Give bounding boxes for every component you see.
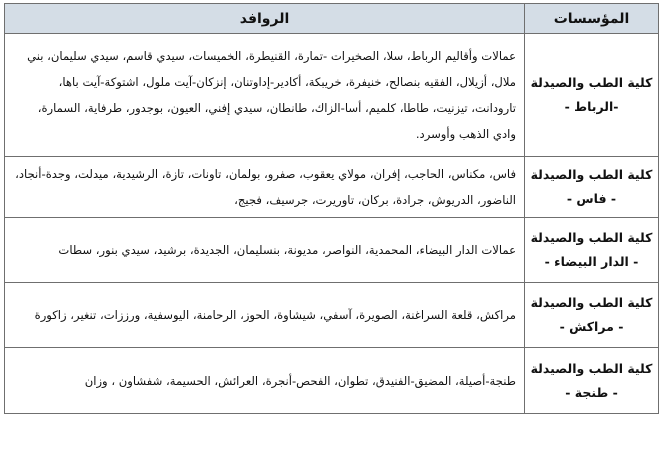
tributaries-cell: فاس، مكناس، الحاجب، إفران، مولاي يعقوب، صفرو، بولمان، تاونات، تازة، الرشيدية، ميدلت، وجدة-أنجاد، الناضور، الدريوش، جرادة، بركان، تاوريرت، جرسيف، فجيج،: [5, 157, 525, 218]
institution-city: - الدار البيضاء -: [544, 254, 639, 269]
institution-city: - طنجة -: [565, 384, 618, 400]
institution-name: كلية الطب والصيدلة: [530, 295, 653, 310]
table-row: [5, 34, 659, 157]
institution-city: -الرباط -: [564, 99, 619, 114]
institution-name: كلية الطب والصيدلة: [530, 360, 653, 376]
table-header-row: [5, 4, 659, 34]
tributaries-cell: طنجة-أصيلة، المضيق-الفنيدق، تطوان، الفحص-أنجرة، العرائش، الحسيمة، شفشاون ، وزان: [5, 348, 525, 414]
table-row: [5, 283, 659, 348]
tributaries-cell: عمالات الدار البيضاء، المحمدية، النواصر، مديونة، بنسليمان، الجديدة، برشيد، سيدي بنور، سطات: [5, 218, 525, 283]
institution-name: كلية الطب والصيدلة: [530, 75, 653, 90]
tributaries-cell: مراكش، قلعة السراغنة، الصويرة، آسفي، شيشاوة، الحوز، الرحامنة، اليوسفية، ورززات، تنغير، زاكورة: [5, 283, 525, 348]
institution-city: - فاس -: [566, 191, 617, 206]
institution-name: كلية الطب والصيدلة: [530, 167, 653, 182]
institution-name: كلية الطب والصيدلة: [530, 230, 653, 245]
table-row: [5, 218, 659, 283]
institutions-table: [4, 3, 659, 414]
institution-cell: [525, 157, 659, 218]
institution-city: - مراكش -: [559, 319, 624, 334]
tributaries-cell: عمالات وأقاليم الرباط، سلا، الصخيرات -تمارة، القنيطرة، الخميسات، سيدي قاسم، سيدي سليمان، بني ملال، أزيلال، الفقيه بنصالح، خنيفرة، خريبكة، أكادير-إداوتنان، إنزكان-آيت ملول، اشتوكة-آيت باها، تارودانت، تيزنيت، طاطا، كلميم، أسا-الزاك، طانطان، سيدي إفني، العيون، بوجدور، طرفاية، السمارة، وادي الذهب وأوسرد.: [5, 34, 525, 157]
table-row: [5, 348, 659, 414]
institution-cell: [525, 218, 659, 283]
institution-cell: [525, 348, 659, 414]
institution-cell: [525, 34, 659, 157]
header-tributaries: الروافد: [5, 4, 525, 34]
table-row: [5, 157, 659, 218]
header-institutions: المؤسسات: [525, 4, 659, 34]
institution-cell: [525, 283, 659, 348]
